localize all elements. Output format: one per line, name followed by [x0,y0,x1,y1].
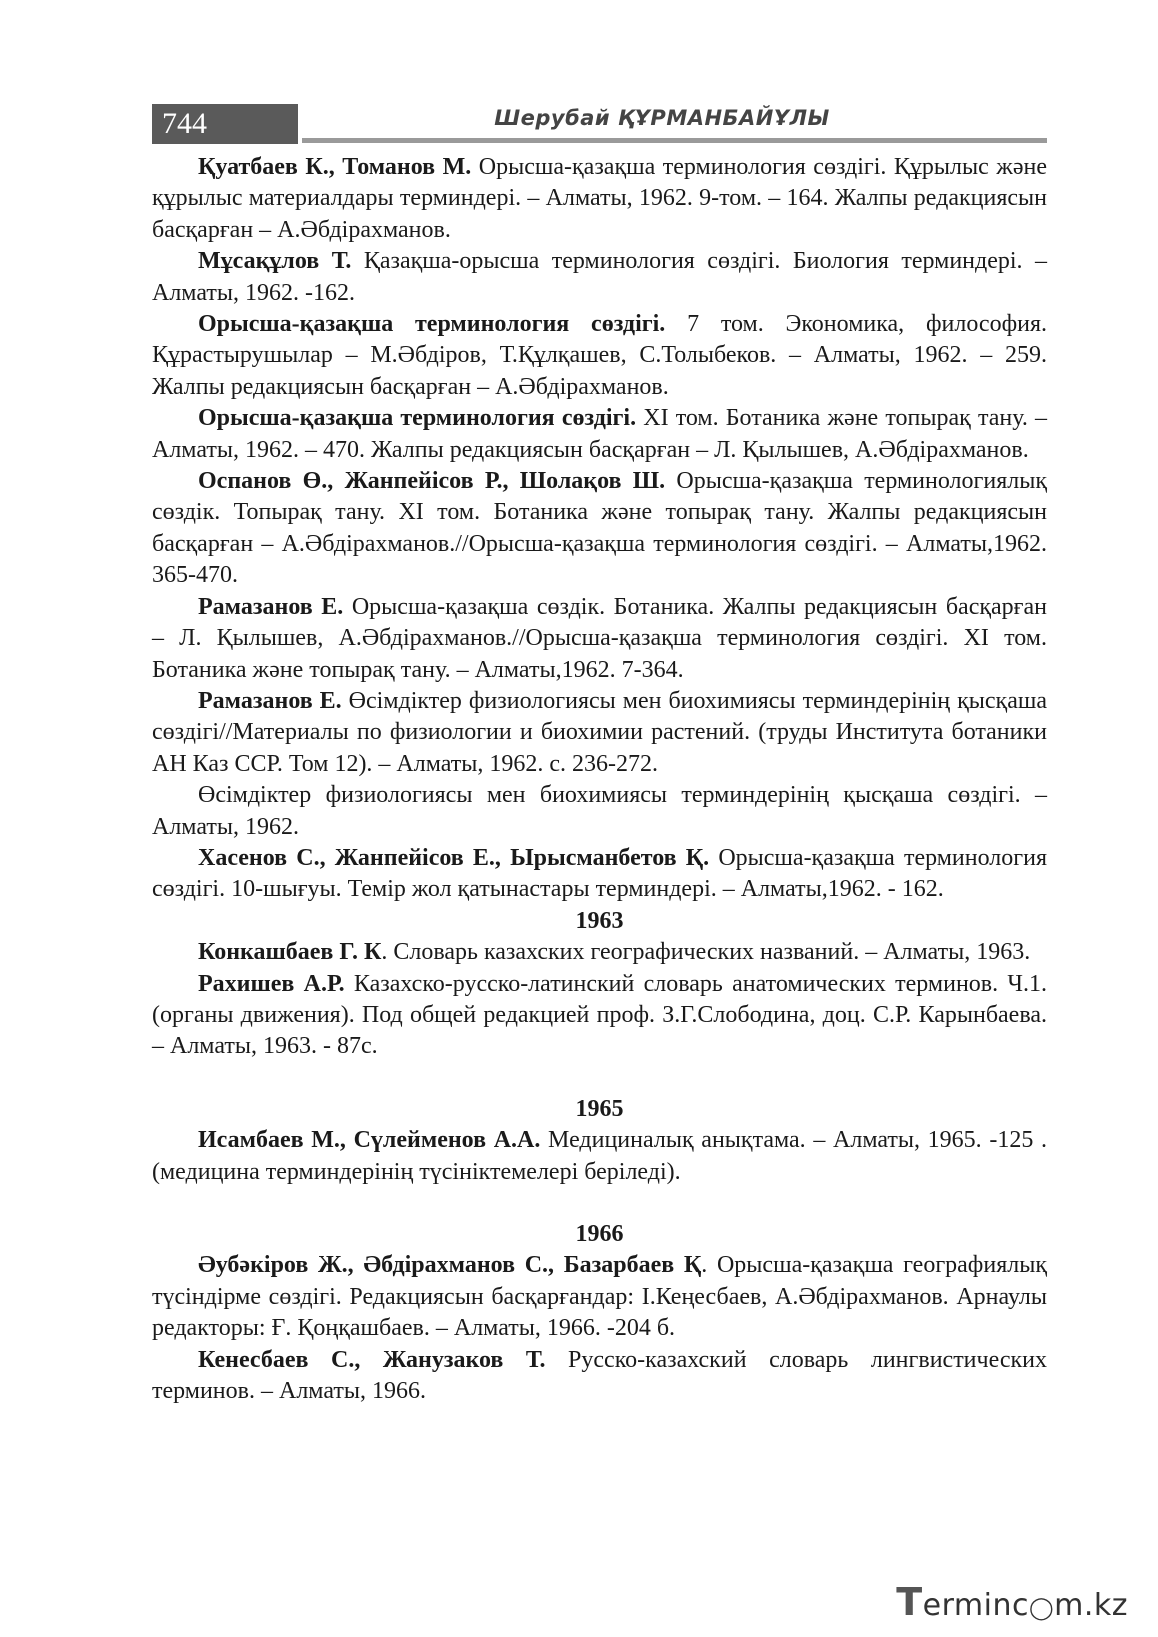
entry-author: Оспанов Ө., Жанпейісов Р., Шолақов Ш. [198,468,666,495]
entry-author: Әубәкіров Ж., Әбдірахманов С., Базарбаев Қ [198,1252,702,1279]
entry-author: Орысша-қазақша терминология сөздігі. [198,405,637,432]
bibliography-content [152,152,1047,1407]
entry-text: Өсімдіктер физиологиясы мен биохимиясы терминдерінің қысқаша сөздігі. – Алматы, 1962. [152,782,1047,840]
entry [152,246,1047,309]
entry-text: . Словарь казахских географических названий. – Алматы, 1963. [381,939,1031,966]
section-spacer [152,1188,1047,1219]
running-head: Шерубай ҚҰРМАНБАЙҰЛЫ [494,106,830,130]
watermark-tail: m.kz [1054,1588,1128,1623]
page-header [152,104,1047,146]
entry [152,592,1047,686]
entry [152,466,1047,592]
entry-text: Казахско-русско-латинский словарь анатомических терминов. Ч.1. (органы движения). Под общей редакцией проф. З.Г.Слободина, доц. С.Р. Карынбаева. – Алматы, 1963. - 87с. [152,970,1047,1060]
entry [152,969,1047,1063]
watermark-t: T [896,1580,923,1624]
entry-author: Мұсақұлов Т. [198,248,352,275]
entry-text: Русско-казахский словарь лингвистических терминов. – Алматы, 1966. [152,1346,1047,1405]
entry [152,1250,1047,1344]
year-heading-1966: 1966 [575,1221,624,1247]
watermark-ring-icon: ◯ [1028,1596,1055,1621]
entry-text: Орысша-қазақша терминология сөздігі. 10-шығуы. Темір жол қатынастары терминдері. – Алматы,1962. - 162. [152,844,1048,903]
termincom-watermark [896,1580,1128,1624]
entry-text: Өсімдіктер физиологиясы мен биохимиясы терминдерінің қысқаша сөздігі//Материалы по физиологии и биохимии растений. (труды Института ботаники АН Каз ССР. Том 12). – Алматы, 1962. с. 236-272. [152,687,1048,777]
entry-author: Конкашбаев Г. К [198,939,382,966]
entry [152,1345,1047,1408]
entry [152,686,1047,780]
page-number: 744 [152,104,298,144]
entry-text: Қазақша-орысша терминология сөздігі. Биология терминдері. – Алматы, 1962. -162. [152,248,1048,306]
entry-author: Рахишев А.Р. [198,970,345,997]
entry-text: . Орысша-қазақша географиялық түсіндірме сөздігі. Редакциясын басқарғандар: І.Кеңесбаев, А.Әбдірахманов. Арнаулы редакторы: Ғ. Қоңқашбаев. – Алматы, 1966. -204 б. [152,1252,1048,1342]
entry-text: Орысша-қазақша терминологиялық сөздік. Топырақ тану. XI том. Ботаника және топырақ тану. Жалпы редакциясын басқарған – А.Әбдірахманов.//Орысша-қазақша терминология сөздігі. – Алматы,1962. 365-470. [152,468,1047,589]
section-spacer [152,1063,1047,1094]
entry [152,309,1047,403]
watermark-text: erminc [922,1588,1029,1623]
entry-author: Қуатбаев К., Томанов М. [198,154,472,180]
entry-text: Орысша-қазақша сөздік. Ботаника. Жалпы редакциясын басқарған – Л. Қылышев, А.Әбдірахманов.//Орысша-қазақша терминология сөздігі. XI том. Ботаника және топырақ тану. – Алматы,1962. 7-364. [152,593,1048,683]
entry-author: Исамбаев М., Сүлейменов А.А. [198,1127,541,1154]
entry-author: Рамазанов Е. [198,593,344,620]
year-heading-1965: 1965 [575,1095,624,1122]
entry [152,937,1047,968]
entry [152,403,1047,466]
entry-text: Орысша-қазақша терминология сөздігі. Құрылыс және құрылыс материалдары терминдері. – Алматы, 1962. 9-том. – 164. Жалпы редакциясын басқарған – А.Әбдірахманов. [152,154,1047,243]
year-heading-1963: 1963 [575,907,624,934]
entry-author: Хасенов С., Жанпейісов Е., Ырысманбетов Қ. [198,844,710,871]
entry [152,780,1047,843]
entry [152,1125,1047,1188]
entry-author: Орысша-қазақша терминология сөздігі. [198,311,666,338]
header-rule [302,138,1047,143]
entry-text: Медициналық анықтама. – Алматы, 1965. -125 . (медицина терминдерінің түсініктемелері беріледі). [152,1127,1047,1185]
entry-text: XI том. Ботаника және топырақ тану. – Алматы, 1962. – 470. Жалпы редакциясын басқарған – Л. Қылышев, А.Әбдірахманов. [152,405,1048,463]
entry [152,843,1047,906]
entry-author: Рамазанов Е. [198,687,342,714]
entry-text: 7 том. Экономика, философия. Құрастырушылар – М.Әбдіров, Т.Құлқашев, С.Толыбеков. – Алматы, 1962. – 259. Жалпы редакциясын басқарған – А.Әбдірахманов. [152,311,1047,400]
entry-author: Кенесбаев С., Жанузаков Т. [198,1346,546,1373]
entry [152,152,1047,246]
